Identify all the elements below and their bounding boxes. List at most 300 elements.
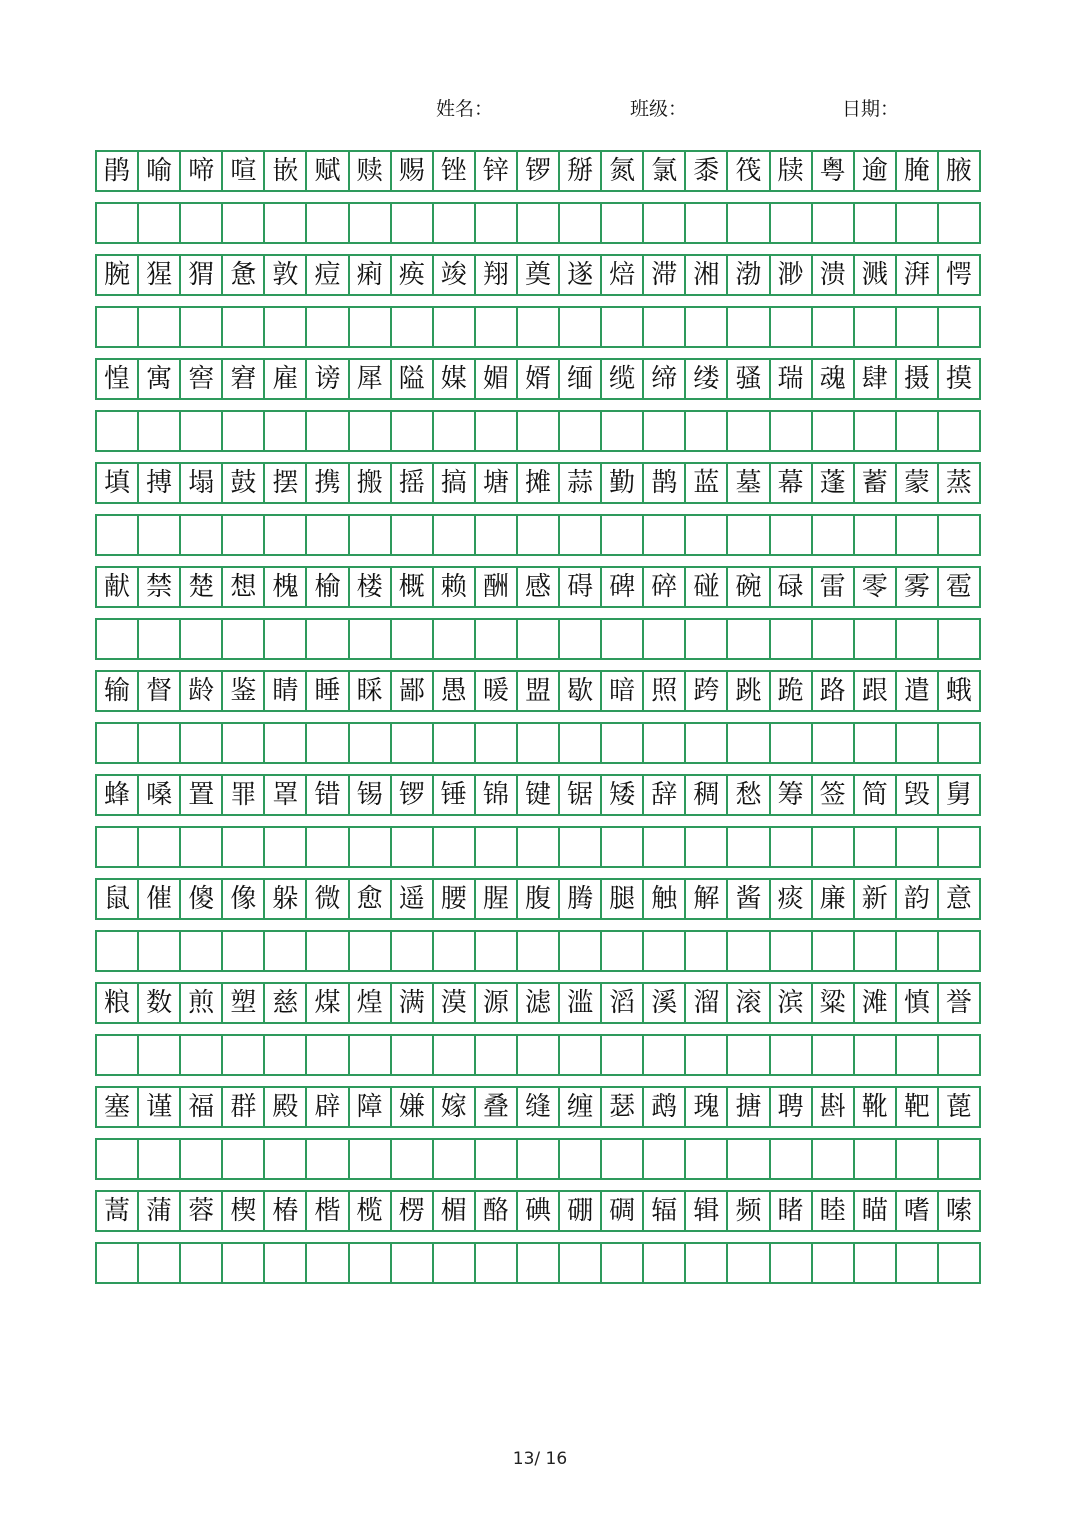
practice-cell[interactable] [771,620,813,658]
practice-cell[interactable] [476,204,518,242]
character-cell: 慈 [265,984,307,1022]
character-cell: 赋 [307,152,349,190]
character-cell: 鹃 [97,152,139,190]
practice-cell[interactable] [392,516,434,554]
practice-cell[interactable] [897,828,939,866]
practice-cell[interactable] [813,724,855,762]
practice-cell[interactable] [644,1036,686,1074]
practice-cell[interactable] [97,1140,139,1178]
practice-cell[interactable] [939,724,981,762]
practice-cell[interactable] [560,620,602,658]
practice-cell[interactable] [560,1244,602,1282]
practice-cell[interactable] [813,308,855,346]
practice-cell[interactable] [644,1244,686,1282]
practice-cell[interactable] [939,308,981,346]
practice-cell[interactable] [644,412,686,450]
practice-cell[interactable] [728,308,770,346]
practice-cell[interactable] [476,828,518,866]
character-cell: 签 [813,776,855,814]
character-cell: 蒲 [139,1192,181,1230]
practice-cell[interactable] [223,828,265,866]
character-cell: 鄙 [392,672,434,710]
practice-cell[interactable] [518,620,560,658]
practice-cell[interactable] [939,828,981,866]
practice-cell[interactable] [602,1036,644,1074]
practice-cell[interactable] [476,516,518,554]
practice-cell[interactable] [434,932,476,970]
practice-cell[interactable] [728,620,770,658]
practice-cell[interactable] [771,724,813,762]
practice-cell[interactable] [939,620,981,658]
practice-cell[interactable] [181,724,223,762]
practice-cell[interactable] [350,828,392,866]
character-cell: 跳 [728,672,770,710]
practice-cell[interactable] [434,412,476,450]
practice-cell[interactable] [181,412,223,450]
practice-cell[interactable] [350,308,392,346]
practice-cell[interactable] [602,1244,644,1282]
practice-cell[interactable] [97,412,139,450]
character-cell: 赐 [392,152,434,190]
practice-cell[interactable] [181,308,223,346]
practice-cell[interactable] [139,308,181,346]
practice-cell[interactable] [813,1140,855,1178]
practice-cell[interactable] [350,1140,392,1178]
practice-cell[interactable] [434,1244,476,1282]
practice-cell[interactable] [265,1140,307,1178]
practice-row [95,930,981,972]
character-cell: 意 [939,880,981,918]
character-cell: 滥 [560,984,602,1022]
practice-cell[interactable] [602,724,644,762]
practice-cell[interactable] [813,516,855,554]
character-cell: 搪 [728,1088,770,1126]
character-cell: 谤 [307,360,349,398]
practice-cell[interactable] [939,932,981,970]
practice-cell[interactable] [897,308,939,346]
practice-cell[interactable] [602,1140,644,1178]
character-cell: 携 [307,464,349,502]
practice-cell[interactable] [560,516,602,554]
practice-cell[interactable] [350,412,392,450]
character-cell: 概 [392,568,434,606]
practice-cell[interactable] [181,828,223,866]
practice-cell[interactable] [771,932,813,970]
practice-cell[interactable] [728,1140,770,1178]
practice-cell[interactable] [181,620,223,658]
practice-cell[interactable] [560,724,602,762]
practice-cell[interactable] [686,516,728,554]
character-cell: 痪 [392,256,434,294]
character-cell: 煎 [181,984,223,1022]
character-cell: 蜂 [97,776,139,814]
practice-cell[interactable] [223,932,265,970]
character-cell: 置 [181,776,223,814]
practice-cell[interactable] [728,1036,770,1074]
practice-cell[interactable] [392,1140,434,1178]
practice-cell[interactable] [644,516,686,554]
character-cell: 蒿 [97,1192,139,1230]
character-cell: 榄 [350,1192,392,1230]
practice-cell[interactable] [223,308,265,346]
practice-cell[interactable] [307,1036,349,1074]
practice-cell[interactable] [392,620,434,658]
practice-cell[interactable] [560,204,602,242]
practice-cell[interactable] [476,724,518,762]
practice-cell[interactable] [265,724,307,762]
practice-cell[interactable] [939,204,981,242]
practice-cell[interactable] [897,412,939,450]
practice-cell[interactable] [560,1036,602,1074]
practice-cell[interactable] [181,204,223,242]
practice-cell[interactable] [434,828,476,866]
practice-cell[interactable] [855,828,897,866]
practice-cell[interactable] [855,620,897,658]
practice-row [95,410,981,452]
practice-cell[interactable] [434,308,476,346]
practice-cell[interactable] [181,1036,223,1074]
practice-cell[interactable] [560,1140,602,1178]
practice-cell[interactable] [518,1140,560,1178]
practice-cell[interactable] [97,620,139,658]
practice-cell[interactable] [855,724,897,762]
practice-cell[interactable] [307,620,349,658]
practice-cell[interactable] [518,308,560,346]
practice-cell[interactable] [518,412,560,450]
character-cell: 睦 [813,1192,855,1230]
practice-cell[interactable] [181,516,223,554]
practice-cell[interactable] [939,1036,981,1074]
practice-cell[interactable] [307,308,349,346]
practice-cell[interactable] [518,724,560,762]
character-cell: 摆 [265,464,307,502]
character-cell: 勤 [602,464,644,502]
practice-cell[interactable] [728,1244,770,1282]
practice-cell[interactable] [307,828,349,866]
practice-cell[interactable] [476,932,518,970]
practice-cell[interactable] [476,1036,518,1074]
practice-cell[interactable] [265,308,307,346]
practice-cell[interactable] [644,204,686,242]
character-cell: 蓉 [181,1192,223,1230]
practice-cell[interactable] [392,412,434,450]
character-cell: 摄 [897,360,939,398]
practice-cell[interactable] [139,932,181,970]
practice-cell[interactable] [97,1036,139,1074]
practice-cell[interactable] [686,1244,728,1282]
practice-cell[interactable] [350,204,392,242]
character-cell: 躲 [265,880,307,918]
practice-cell[interactable] [897,620,939,658]
practice-cell[interactable] [265,828,307,866]
practice-cell[interactable] [897,516,939,554]
character-cell: 睡 [307,672,349,710]
practice-cell[interactable] [97,932,139,970]
practice-cell[interactable] [939,516,981,554]
practice-cell[interactable] [855,204,897,242]
practice-cell[interactable] [855,1036,897,1074]
practice-cell[interactable] [813,204,855,242]
practice-cell[interactable] [139,724,181,762]
practice-cell[interactable] [265,620,307,658]
character-cell: 摸 [939,360,981,398]
practice-cell[interactable] [602,308,644,346]
practice-cell[interactable] [897,1036,939,1074]
character-cell: 硼 [560,1192,602,1230]
character-cell: 墓 [728,464,770,502]
character-cell: 傻 [181,880,223,918]
practice-cell[interactable] [307,932,349,970]
practice-cell[interactable] [644,724,686,762]
practice-cell[interactable] [813,412,855,450]
practice-cell[interactable] [897,1140,939,1178]
practice-cell[interactable] [813,620,855,658]
practice-cell[interactable] [307,516,349,554]
practice-cell[interactable] [644,1140,686,1178]
practice-cell[interactable] [392,724,434,762]
character-cell: 献 [97,568,139,606]
character-cell: 睬 [350,672,392,710]
character-cell: 输 [97,672,139,710]
practice-cell[interactable] [392,204,434,242]
practice-cell[interactable] [265,932,307,970]
character-cell: 逾 [855,152,897,190]
practice-cell[interactable] [434,1140,476,1178]
practice-cell[interactable] [897,204,939,242]
character-cell: 鼠 [97,880,139,918]
character-cell: 寓 [139,360,181,398]
character-cell: 楞 [392,1192,434,1230]
practice-cell[interactable] [728,412,770,450]
practice-cell[interactable] [560,412,602,450]
practice-cell[interactable] [476,620,518,658]
practice-cell[interactable] [939,412,981,450]
character-cell: 黍 [686,152,728,190]
practice-cell[interactable] [602,412,644,450]
practice-cell[interactable] [939,1140,981,1178]
practice-cell[interactable] [855,1140,897,1178]
practice-cell[interactable] [518,1036,560,1074]
practice-cell[interactable] [560,828,602,866]
practice-cell[interactable] [307,724,349,762]
practice-cell[interactable] [139,204,181,242]
character-cell: 媚 [476,360,518,398]
practice-cell[interactable] [728,828,770,866]
practice-cell[interactable] [476,412,518,450]
practice-cell[interactable] [265,1036,307,1074]
practice-cell[interactable] [350,620,392,658]
practice-cell[interactable] [139,1036,181,1074]
character-row [95,254,981,296]
practice-cell[interactable] [939,1244,981,1282]
practice-cell[interactable] [728,724,770,762]
practice-cell[interactable] [181,932,223,970]
character-cell: 蓬 [813,464,855,502]
practice-cell[interactable] [223,516,265,554]
practice-cell[interactable] [644,308,686,346]
practice-cell[interactable] [434,516,476,554]
practice-cell[interactable] [265,1244,307,1282]
practice-cell[interactable] [476,1244,518,1282]
practice-cell[interactable] [771,828,813,866]
practice-cell[interactable] [434,724,476,762]
practice-cell[interactable] [139,516,181,554]
practice-cell[interactable] [518,1244,560,1282]
practice-cell[interactable] [350,516,392,554]
practice-cell[interactable] [518,204,560,242]
practice-cell[interactable] [434,620,476,658]
practice-cell[interactable] [223,1140,265,1178]
practice-cell[interactable] [139,412,181,450]
practice-cell[interactable] [771,204,813,242]
practice-cell[interactable] [686,1140,728,1178]
practice-cell[interactable] [602,204,644,242]
practice-cell[interactable] [855,308,897,346]
practice-cell[interactable] [97,724,139,762]
character-cell: 舅 [939,776,981,814]
name-label: 姓名： [436,98,494,120]
practice-cell[interactable] [728,516,770,554]
practice-cell[interactable] [728,932,770,970]
character-cell: 氯 [644,152,686,190]
practice-cell[interactable] [518,932,560,970]
practice-cell[interactable] [813,828,855,866]
practice-cell[interactable] [644,828,686,866]
character-cell: 锉 [434,152,476,190]
practice-cell[interactable] [602,932,644,970]
practice-cell[interactable] [771,308,813,346]
practice-cell[interactable] [855,516,897,554]
practice-cell[interactable] [602,620,644,658]
practice-cell[interactable] [897,1244,939,1282]
practice-cell[interactable] [350,1244,392,1282]
practice-cell[interactable] [602,828,644,866]
practice-cell[interactable] [813,932,855,970]
practice-cell[interactable] [602,516,644,554]
character-cell: 塌 [181,464,223,502]
practice-cell[interactable] [518,516,560,554]
practice-cell[interactable] [181,1140,223,1178]
practice-cell[interactable] [686,620,728,658]
practice-cell[interactable] [392,1244,434,1282]
practice-cell[interactable] [223,412,265,450]
class-label: 班级： [630,98,688,120]
character-cell: 氮 [602,152,644,190]
character-cell: 肆 [855,360,897,398]
practice-cell[interactable] [855,932,897,970]
practice-cell[interactable] [434,1036,476,1074]
practice-cell[interactable] [223,724,265,762]
character-cell: 翔 [476,256,518,294]
practice-cell[interactable] [392,1036,434,1074]
character-cell: 窘 [223,360,265,398]
practice-cell[interactable] [560,932,602,970]
practice-cell[interactable] [139,620,181,658]
practice-cell[interactable] [686,204,728,242]
practice-cell[interactable] [223,1244,265,1282]
practice-cell[interactable] [434,204,476,242]
character-cell: 掰 [560,152,602,190]
practice-cell[interactable] [518,828,560,866]
practice-cell[interactable] [392,308,434,346]
practice-cell[interactable] [686,412,728,450]
practice-cell[interactable] [560,308,602,346]
practice-cell[interactable] [97,1244,139,1282]
practice-cell[interactable] [350,724,392,762]
practice-cell[interactable] [265,204,307,242]
practice-cell[interactable] [686,932,728,970]
character-cell: 赎 [350,152,392,190]
practice-cell[interactable] [771,1036,813,1074]
practice-cell[interactable] [97,828,139,866]
practice-cell[interactable] [307,1244,349,1282]
character-cell: 腾 [560,880,602,918]
practice-cell[interactable] [223,620,265,658]
character-cell: 煤 [307,984,349,1022]
practice-cell[interactable] [686,308,728,346]
character-cell: 福 [181,1088,223,1126]
practice-cell[interactable] [392,932,434,970]
practice-cell[interactable] [97,204,139,242]
practice-cell[interactable] [181,1244,223,1282]
practice-row [95,618,981,660]
practice-cell[interactable] [350,1036,392,1074]
practice-cell[interactable] [728,204,770,242]
practice-cell[interactable] [686,1036,728,1074]
practice-cell[interactable] [307,1140,349,1178]
practice-cell[interactable] [813,1244,855,1282]
practice-cell[interactable] [307,412,349,450]
practice-cell[interactable] [350,932,392,970]
practice-cell[interactable] [855,1244,897,1282]
practice-cell[interactable] [97,516,139,554]
practice-cell[interactable] [771,1140,813,1178]
practice-cell[interactable] [644,932,686,970]
practice-cell[interactable] [307,204,349,242]
character-cell: 廉 [813,880,855,918]
practice-cell[interactable] [771,1244,813,1282]
character-cell: 睛 [265,672,307,710]
practice-cell[interactable] [855,412,897,450]
practice-cell[interactable] [771,412,813,450]
character-cell: 遂 [560,256,602,294]
character-cell: 酪 [476,1192,518,1230]
practice-cell[interactable] [686,724,728,762]
practice-cell[interactable] [139,1140,181,1178]
practice-cell[interactable] [139,828,181,866]
practice-cell[interactable] [265,516,307,554]
practice-cell[interactable] [223,1036,265,1074]
practice-cell[interactable] [97,308,139,346]
character-cell: 喧 [223,152,265,190]
practice-cell[interactable] [771,516,813,554]
practice-cell[interactable] [476,1140,518,1178]
character-row [95,878,981,920]
practice-cell[interactable] [265,412,307,450]
practice-cell[interactable] [813,1036,855,1074]
practice-cell[interactable] [223,204,265,242]
practice-cell[interactable] [392,828,434,866]
practice-cell[interactable] [897,724,939,762]
practice-cell[interactable] [897,932,939,970]
practice-cell[interactable] [644,620,686,658]
character-cell: 媒 [434,360,476,398]
character-cell: 碌 [771,568,813,606]
practice-cell[interactable] [686,828,728,866]
practice-cell[interactable] [476,308,518,346]
practice-cell[interactable] [139,1244,181,1282]
character-cell: 骚 [728,360,770,398]
